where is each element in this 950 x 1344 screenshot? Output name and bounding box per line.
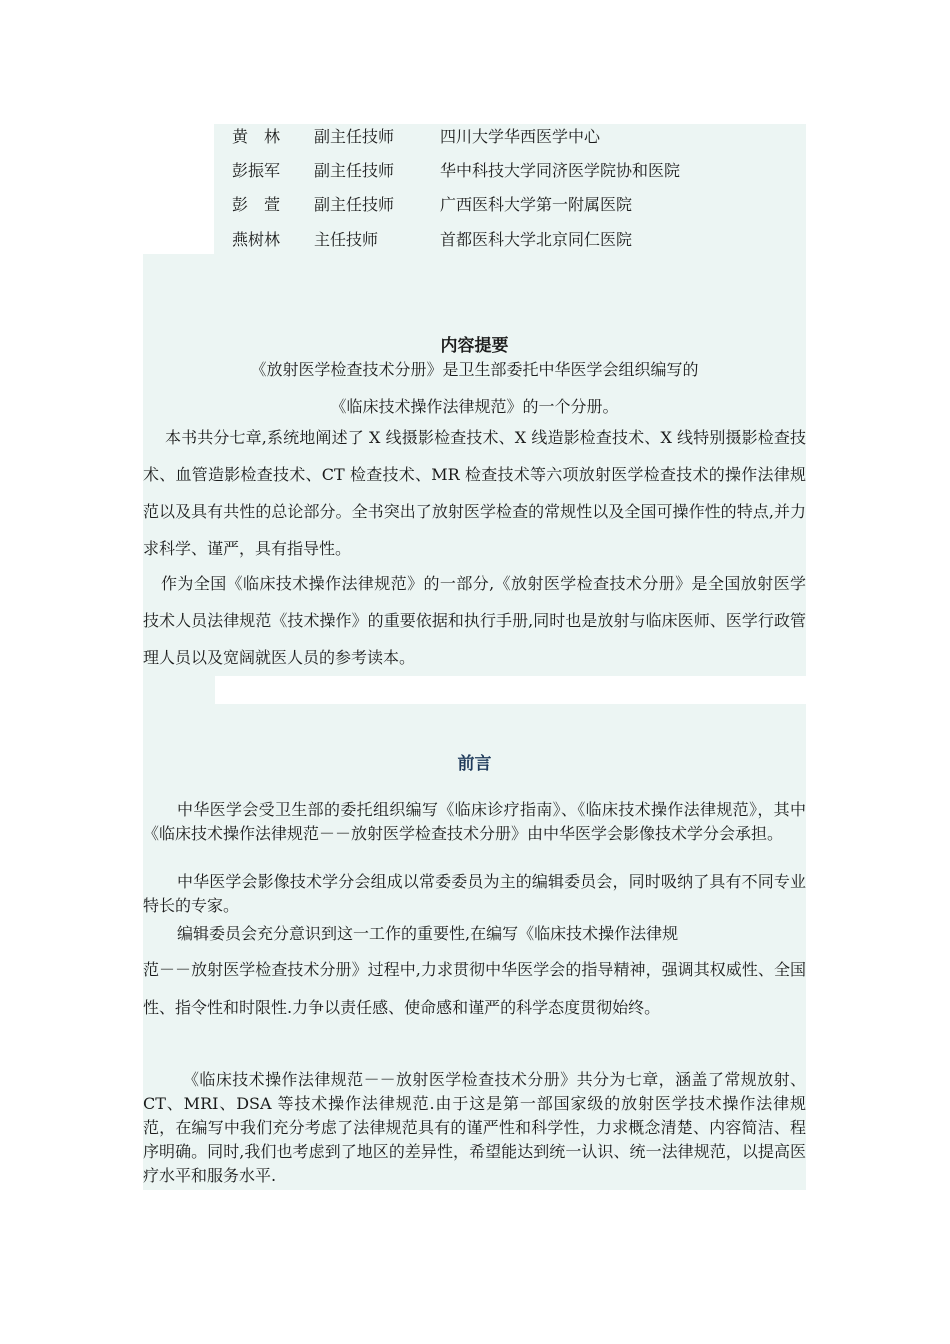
preface-paragraph-3: 范－－放射医学检查技术分册》过程中,力求贯彻中华医学会的指导精神，强调其权威性、全国性、指令性和时限性.力争以责任感、使命感和谨严的科学态度贯彻始终。 [143,960,806,1017]
preface-paragraph-4: 《临床技术操作法律规范－－放射医学检查技术分册》共分为七章，涵盖了常规放射、CT、MRI、DSA 等技术操作法律规范.由于这是第一部国家级的放射医学技术操作法律规范，在编写中我们充分考虑了法律规范具有的谨严性和科学性，力求概念清楚、内容简洁、程序明确。同时,我们也考虑到了地区的差异性，希望能达到统一认识、统一法律规范，以提高医疗水平和服务水平. [143,1070,806,1185]
author-title: 主任技师 [314,230,379,249]
author-organization: 首都医科大学北京同仁医院 [440,230,633,249]
author-title: 副主任技师 [314,195,395,214]
author-organization: 广西医科大学第一附属医院 [440,195,633,214]
author-name: 彭振军 [232,161,281,180]
author-name: 黄 林 [232,127,281,146]
preface-heading: 前言 [457,754,492,774]
preface-paragraph-2: 中华医学会影像技术学分会组成以常委委员为主的编辑委员会，同时吸纳了具有不同专业特长的专家。 [143,872,806,915]
summary-intro-line-2: 《临床技术操作法律规范》的一个分册。 [330,397,619,416]
author-organization: 四川大学华西医学中心 [440,127,601,146]
author-name: 燕树林 [232,230,281,249]
summary-paragraph-2: 作为全国《临床技术操作法律规范》的一部分,《放射医学检查技术分册》是全国放射医学技术人员法律规范《技术操作》的重要依据和执行手册,同时也是放射与临床医师、医学行政管理人员以及宽阔就医人员的参考读本。 [143,574,806,667]
summary-heading: 内容提要 [440,336,509,356]
author-title: 副主任技师 [314,127,395,146]
author-name: 彭 萱 [232,195,281,214]
author-title: 副主任技师 [314,161,395,180]
author-organization: 华中科技大学同济医学院协和医院 [440,161,681,180]
summary-intro-line-1: 《放射医学检查技术分册》是卫生部委托中华医学会组织编写的 [250,360,699,379]
summary-paragraph-1: 本书共分七章,系统地阐述了 X 线摄影检查技术、X 线造影检查技术、X 线特别摄影检查技术、血管造影检查技术、CT 检查技术、MR 检查技术等六项放射医学检查技术的操作法律规范以及具有共性的总论部分。全书突出了放射医学检查的常规性以及全国可操作性的特点,并力求科学、谨严，具有指导性。 [143,428,806,558]
preface-paragraph-3-first-line: 编辑委员会充分意识到这一工作的重要性,在编写《临床技术操作法律规 [177,924,679,943]
preface-paragraph-1: 中华医学会受卫生部的委托组织编写《临床诊疗指南》、《临床技术操作法律规范》，其中《临床技术操作法律规范－－放射医学检查技术分册》由中华医学会影像技术学分会承担。 [143,800,806,843]
summary-gap-bg [143,676,215,704]
